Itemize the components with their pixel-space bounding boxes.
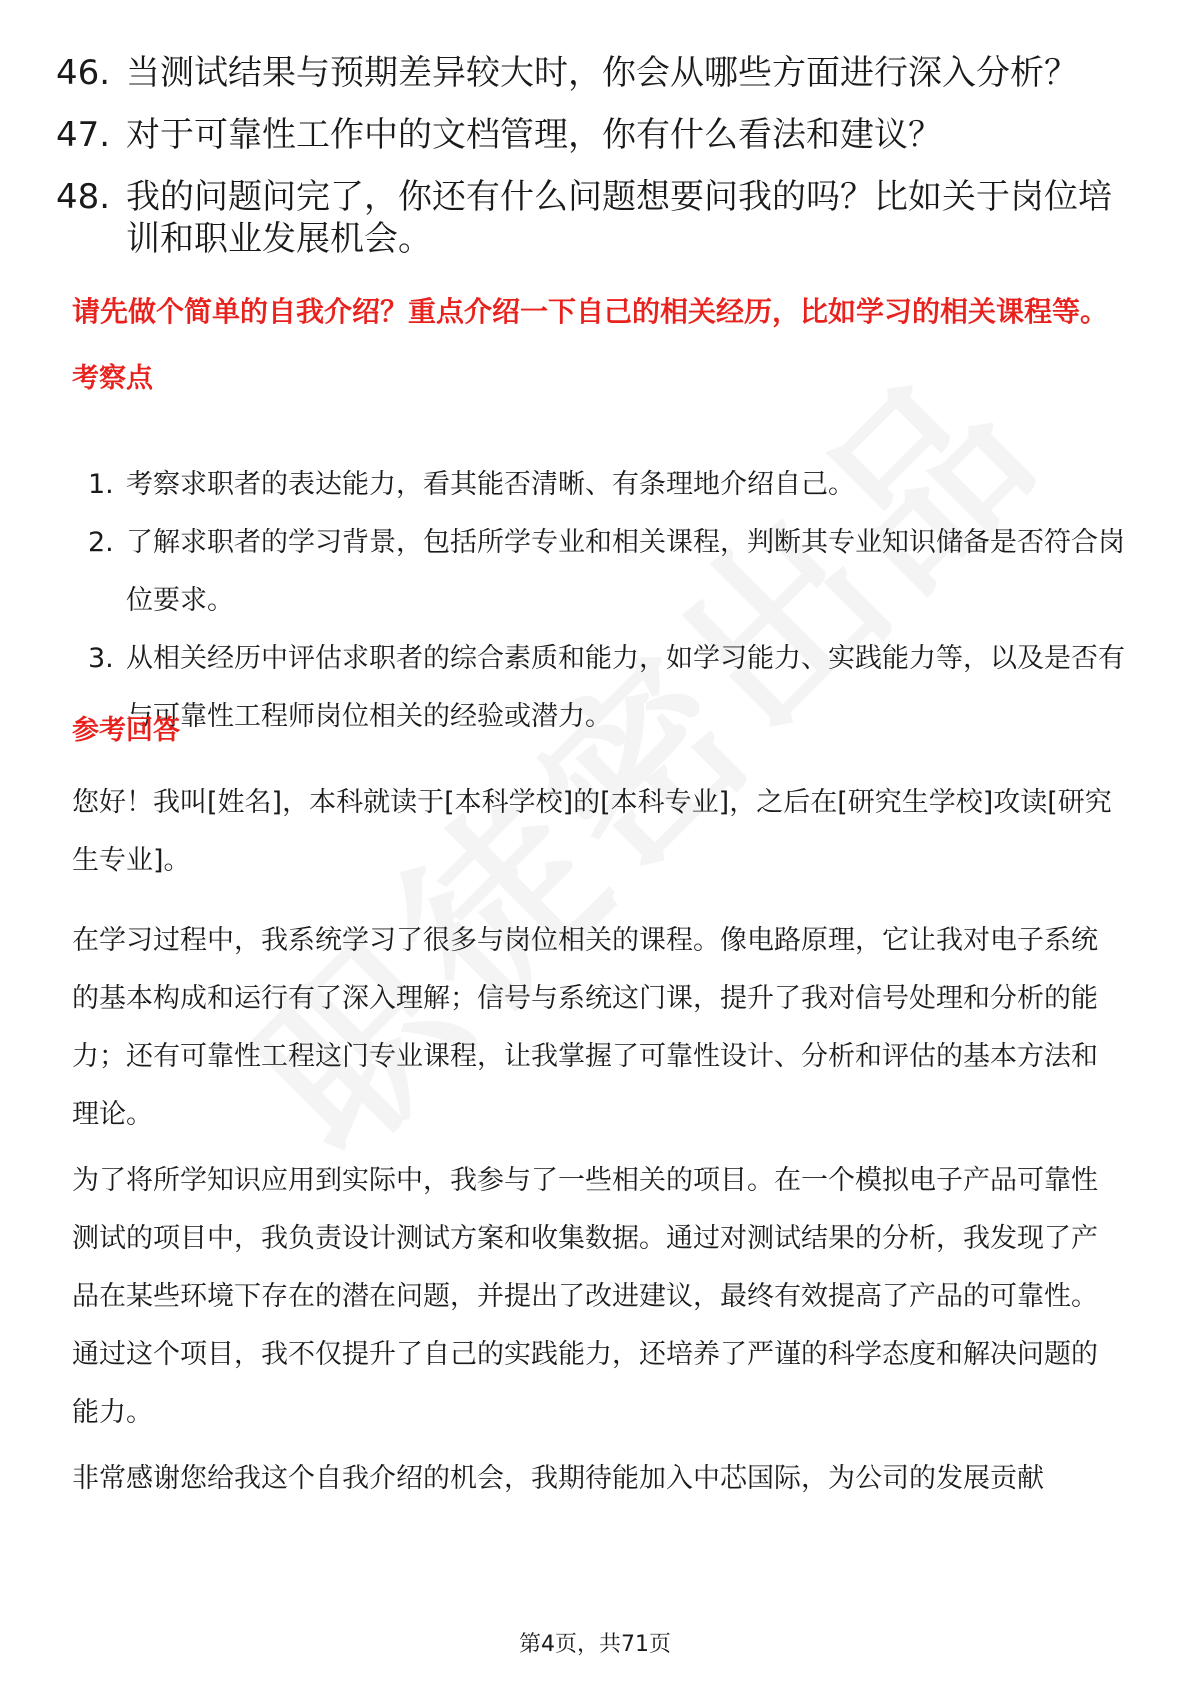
- question-text: 当测试结果与预期差异较大时，你会从哪些方面进行深入分析？: [126, 53, 1078, 93]
- question-text: 我的问题问完了，你还有什么问题想要问我的吗？比如关于岗位培训和职业发展机会。: [126, 177, 1112, 259]
- question-text: 对于可靠性工作中的文档管理，你有什么看法和建议？: [126, 115, 942, 155]
- page-number: 第4页，共71页: [519, 1632, 671, 1657]
- answer-paragraph-intro: 您好！我叫[姓名]，本科就读于[本科学校]的[本科专业]，之后在[研究生学校]攻读[研究生专业]。: [72, 787, 1112, 876]
- answer-paragraph-courses: 在学习过程中，我系统学习了很多与岗位相关的课程。像电路原理，它让我对电子系统的基本构成和运行有了深入理解；信号与系统这门课，提升了我对信号处理和分析的能力；还有可靠性工程这门专业课程，让我掌握了可靠性设计、分析和评估的基本方法和理论。: [72, 925, 1098, 1130]
- question-item-46: [56, 52, 1136, 94]
- point-text: 了解求职者的学习背景，包括所学专业和相关课程，判断其专业知识储备是否符合岗位要求。: [126, 527, 1125, 616]
- point-number: 2.: [88, 527, 114, 558]
- question-number: 48.: [56, 177, 111, 217]
- answer-paragraph-project: 为了将所学知识应用到实际中，我参与了一些相关的项目。在一个模拟电子产品可靠性测试的项目中，我负责设计测试方案和收集数据。通过对测试结果的分析，我发现了产品在某些环境下存在的潜在问题，并提出了改进建议，最终有效提高了产品的可靠性。通过这个项目，我不仅提升了自己的实践能力，还培养了严谨的科学态度和解决问题的能力。: [72, 1165, 1098, 1428]
- point-text: 从相关经历中评估求职者的综合素质和能力，如学习能力、实践能力等，以及是否有与可靠性工程师岗位相关的经验或潜力。: [126, 643, 1125, 732]
- interview-question-title: 请先做个简单的自我介绍？重点介绍一下自己的相关经历，比如学习的相关课程等。: [72, 295, 1109, 328]
- assessment-point: [88, 514, 1128, 630]
- assessment-point: [88, 456, 1128, 514]
- question-item-47: [56, 114, 1136, 156]
- question-number: 47.: [56, 115, 111, 155]
- question-list: [56, 52, 1136, 280]
- point-number: 1.: [88, 469, 114, 500]
- point-number: 3.: [88, 643, 114, 674]
- assessment-points-list: [88, 456, 1128, 746]
- assessment-point: [88, 630, 1128, 746]
- answer-paragraph-closing: 非常感谢您给我这个自我介绍的机会，我期待能加入中芯国际，为公司的发展贡献: [72, 1463, 1044, 1494]
- reference-answer-heading: 参考回答: [72, 715, 180, 746]
- question-number: 46.: [56, 53, 111, 93]
- question-item-48: [56, 176, 1136, 260]
- assessment-heading: 考察点: [72, 363, 153, 394]
- point-text: 考察求职者的表达能力，看其能否清晰、有条理地介绍自己。: [126, 469, 855, 500]
